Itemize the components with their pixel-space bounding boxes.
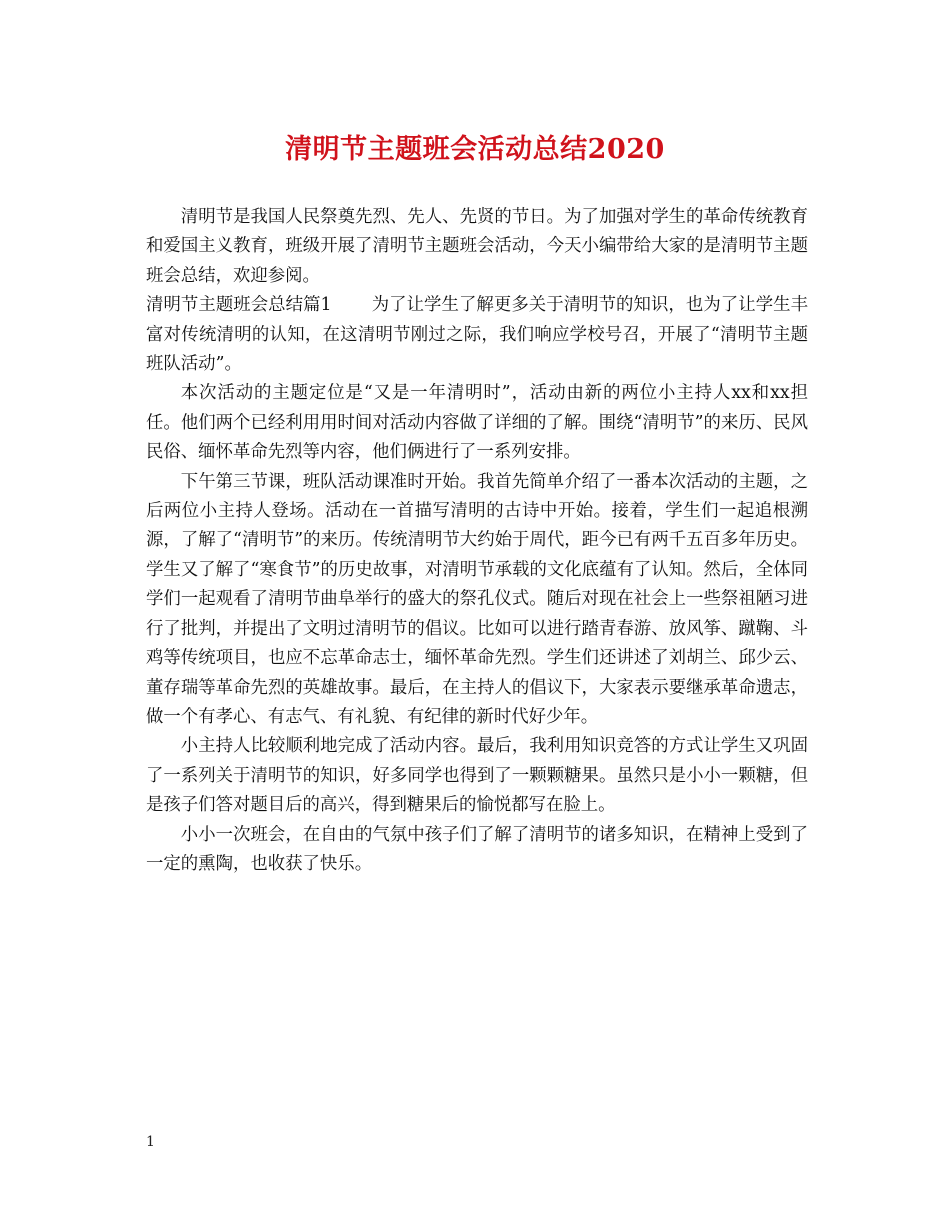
body-paragraph-1: 本次活动的主题定位是“又是一年清明时”，活动由新的两位小主持人xx和xx担任。他们两个已经利用用时间对活动内容做了详细的了解。围绕“清明节”的来历、民风民俗、缅怀革命先烈等内容，他们俩进行了一系列安排。 [146,383,808,463]
body-paragraph-2: 下午第三节课，班队活动课准时开始。我首先简单介绍了一番本次活动的主题，之后两位小主持人登场。活动在一首描写清明的古诗中开始。接着，学生们一起追根溯源，了解了“清明节”的来历。传统清明节大约始于周代，距今已有两千五百多年历史。学生又了解了“寒食节”的历史故事，对清明节承载的文化底蕴有了认知。然后，全体同学们一起观看了清明节曲阜举行的盛大的祭孔仪式。随后对现在社会上一些祭祖陋习进行了批判，并提出了文明过清明节的倡议。比如可以进行踏青春游、放风筝、蹴鞠、斗鸡等传统项目，也应不忘革命志士，缅怀革命先烈。学生们还讲述了刘胡兰、邱少云、董存瑞等革命先烈的英雄故事。最后，在主持人的倡议下，大家表示要继承革命遗志，做一个有孝心、有志气、有礼貌、有纪律的新时代好少年。 [146,471,808,727]
section-heading: 清明节主题班会总结篇1 [146,295,332,316]
body-paragraph-3: 小主持人比较顺利地完成了活动内容。最后，我利用知识竞答的方式让学生又巩固了一系列关于清明节的知识，好多同学也得到了一颗颗糖果。虽然只是小小一颗糖，但是孩子们答对题目后的高兴，得到糖果后的愉悦都写在脸上。 [146,736,808,816]
document-title: 清明节主题班会活动总结2020 [285,134,665,165]
body-paragraph-4: 小小一次班会，在自由的气氛中孩子们了解了清明节的诸多知识，在精神上受到了一定的熏陶，也收获了快乐。 [146,824,808,874]
intro-paragraph: 清明节是我国人民祭奠先烈、先人、先贤的节日。为了加强对学生的革命传统教育和爱国主义教育，班级开展了清明节主题班会活动，今天小编带给大家的是清明节主题班会总结，欢迎参阅。 [146,207,808,286]
section-first-text: 为了让学生了解更多关于清明节的知识，也为了让学生丰富对传统清明的认知，在这清明节刚过之际，我们响应学校号召，开展了“清明节主题班队活动”。 [146,295,808,375]
document-body [146,203,808,879]
page-number: 1 [146,1134,155,1150]
section-paragraph [146,291,808,379]
